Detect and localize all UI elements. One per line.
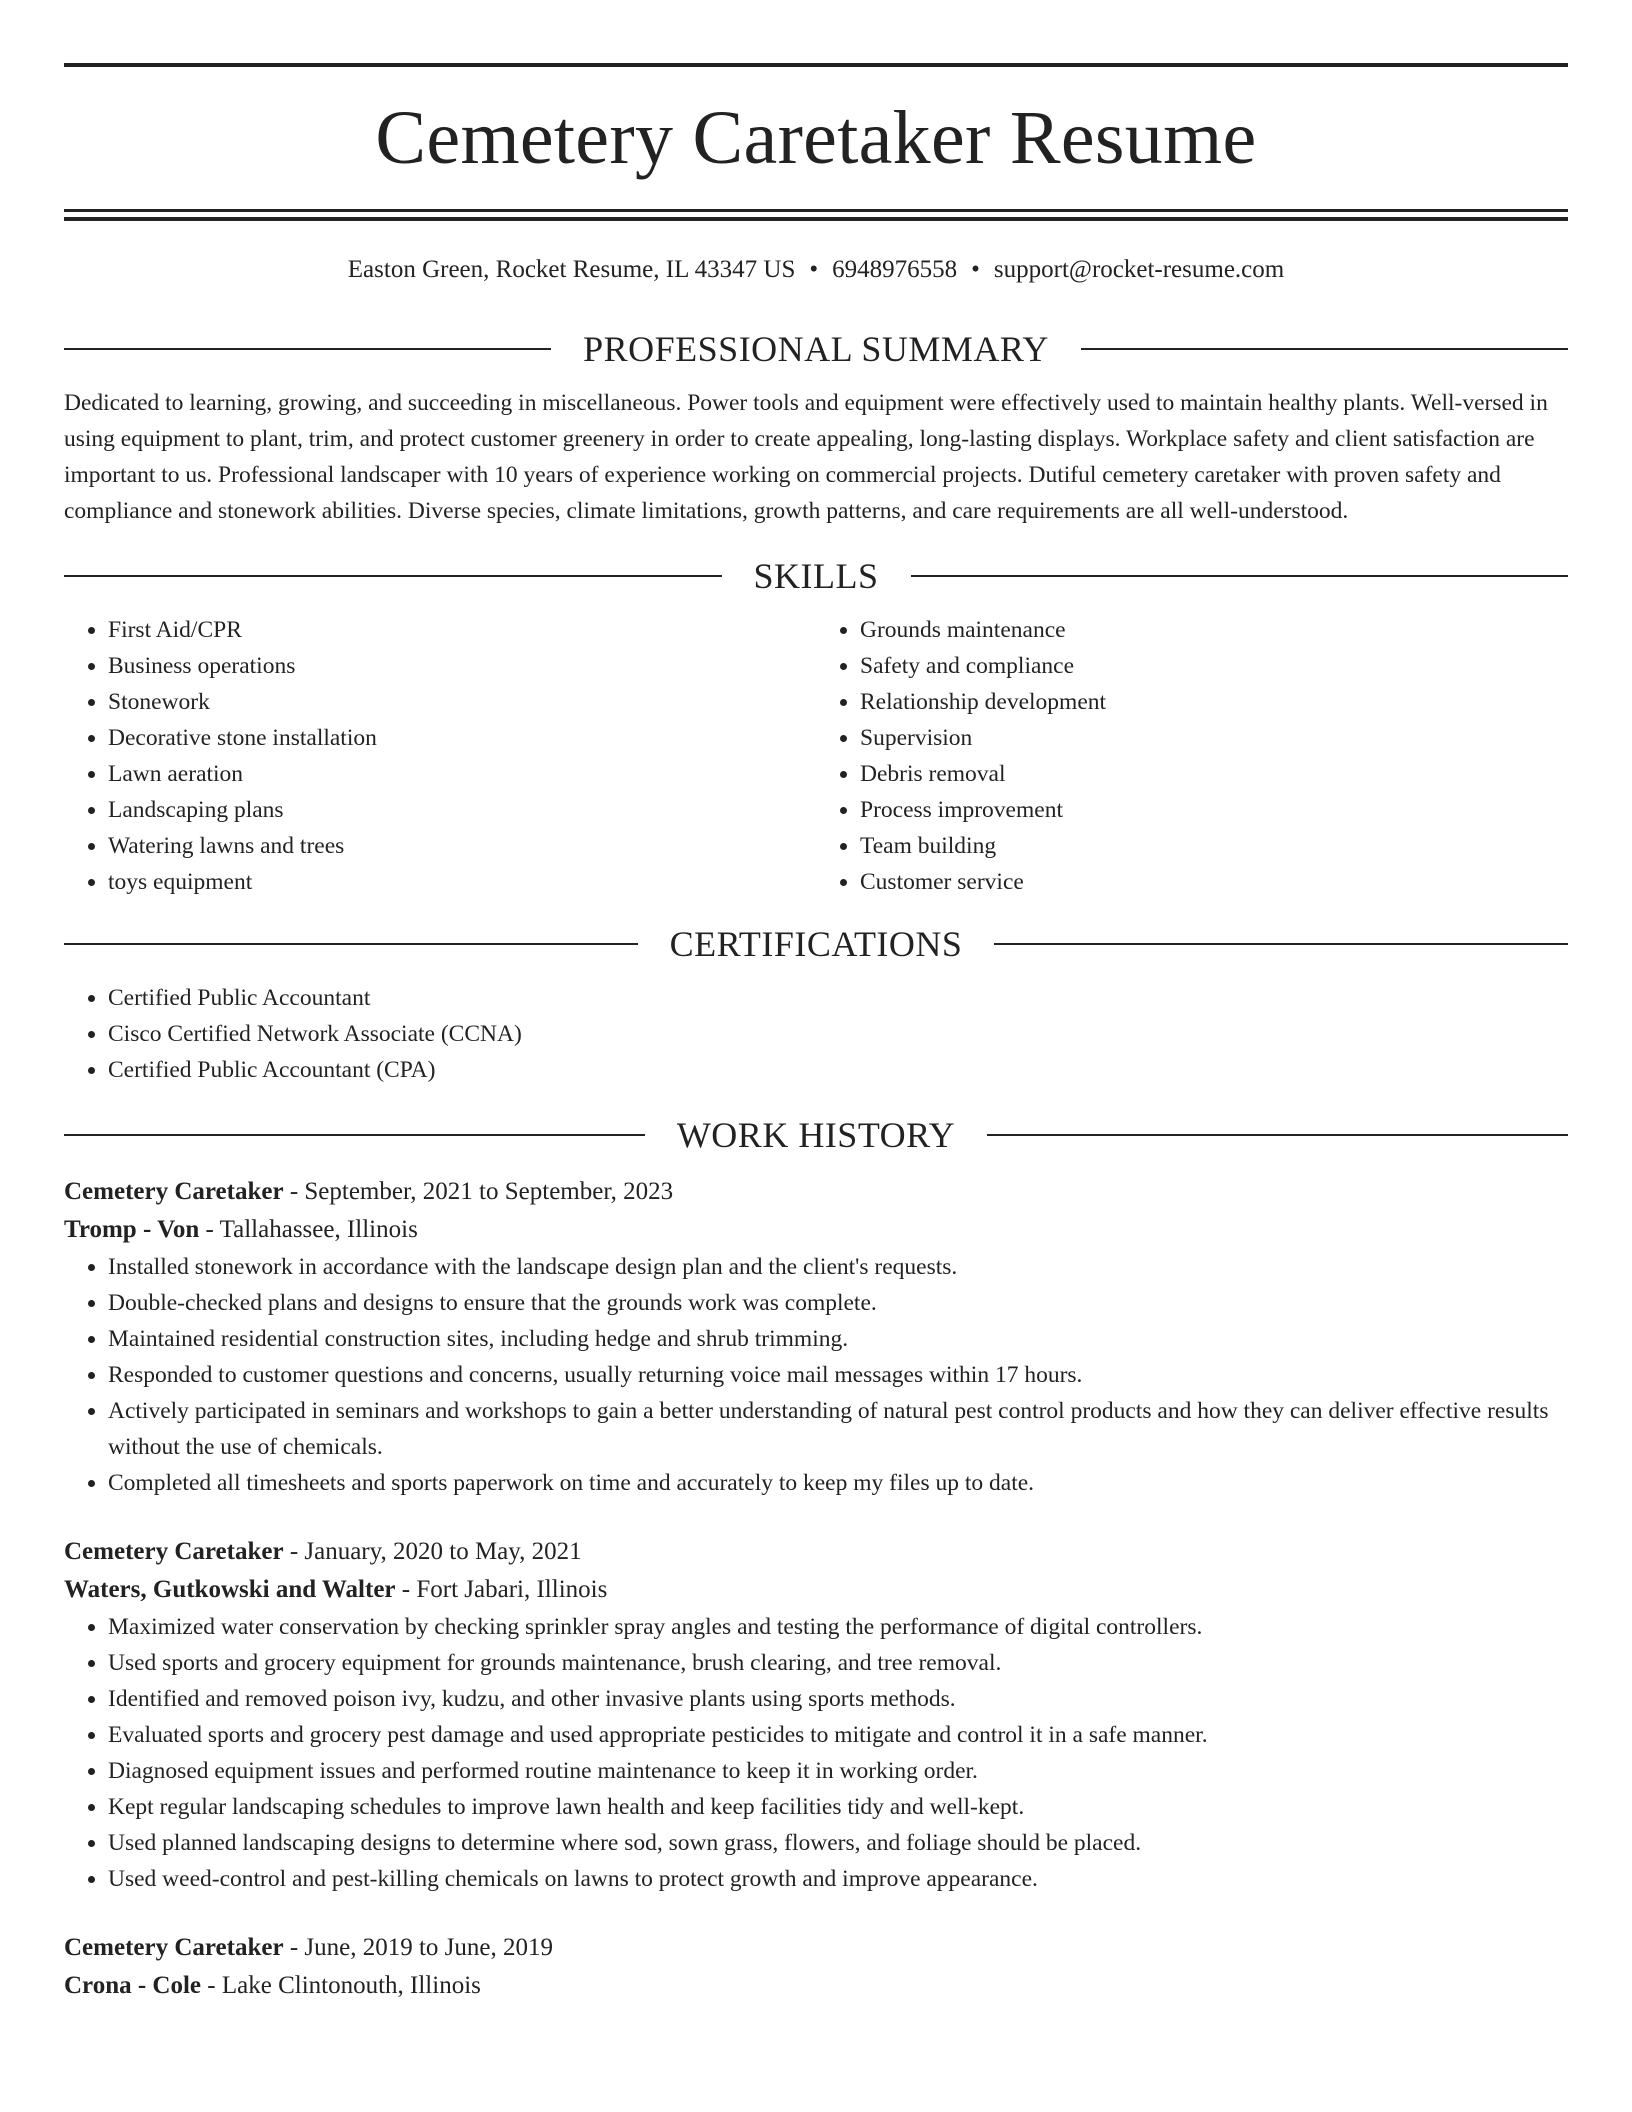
job-dates: - June, 2019 to June, 2019 (283, 1934, 553, 1961)
job-duty: • Kept regular landscaping schedules to improve lawn health and keep facilities tidy and well-kept. (108, 1789, 1568, 1825)
section-divider (64, 575, 722, 577)
job-duty: • Completed all timesheets and sports paperwork on time and accurately to keep my files up to date. (108, 1465, 1568, 1501)
job-duty: • Maximized water conservation by checking sprinkler spray angles and testing the performance of digital controllers. (108, 1609, 1568, 1645)
job-location: - Fort Jabari, Illinois (395, 1576, 608, 1603)
section-divider (1081, 348, 1568, 350)
summary-text: Dedicated to learning, growing, and succeeding in miscellaneous. Power tools and equipment were effectively used to maintain healthy plants. Well-versed in using equipment to plant, trim, and protect customer greenery in order to create appealing, long-lasting displays. Workplace safety and client satisfaction are important to us. Professional landscaper with 10 years of experience working on commercial projects. Dutiful cemetery caretaker with proven safety and compliance and stonework abilities. Diverse species, climate limitations, growth patterns, and care requirements are all well-understood. (64, 390, 1548, 524)
top-rule (64, 63, 1568, 67)
title-double-rule (64, 209, 1568, 221)
job-employer-line (64, 1571, 1568, 1609)
section-divider (987, 1134, 1568, 1136)
job-duties-list (64, 1609, 1568, 1897)
job-employer-line (64, 1967, 1568, 2005)
section-divider (64, 1134, 645, 1136)
job-duty: • Evaluated sports and grocery pest damage and used appropriate pesticides to mitigate and control it in a safe manner. (108, 1717, 1568, 1753)
skill-item: • First Aid/CPR (108, 612, 816, 648)
skill-item: • Stonework (108, 684, 816, 720)
job-entry (64, 1173, 1568, 1501)
section-divider (64, 943, 638, 945)
skills-list-left (64, 612, 816, 900)
skill-item: • Watering lawns and trees (108, 828, 816, 864)
skill-item: • Landscaping plans (108, 792, 816, 828)
skill-item: • Safety and compliance (860, 648, 1568, 684)
skill-item: • Grounds maintenance (860, 612, 1568, 648)
skill-item: • Supervision (860, 720, 1568, 756)
job-duty: • Double-checked plans and designs to ensure that the grounds work was complete. (108, 1285, 1568, 1321)
skills-list-right (816, 612, 1568, 900)
skill-item: • Lawn aeration (108, 756, 816, 792)
certification-item: • Certified Public Accountant (CPA) (108, 1052, 1568, 1088)
job-dates: - September, 2021 to September, 2023 (283, 1178, 674, 1205)
job-duties-list (64, 1249, 1568, 1501)
skill-item: • Decorative stone installation (108, 720, 816, 756)
section-header-skills (64, 552, 1568, 600)
skills-columns (64, 612, 1568, 900)
job-duty: • Identified and removed poison ivy, kudzu, and other invasive plants using sports methods. (108, 1681, 1568, 1717)
job-duty: • Actively participated in seminars and workshops to gain a better understanding of natural pest control products and how they can deliver effective results without the use of chemicals. (108, 1393, 1568, 1465)
certification-item: • Cisco Certified Network Associate (CCNA) (108, 1016, 1568, 1052)
section-title: WORK HISTORY (676, 1115, 956, 1155)
contact-line (64, 254, 1568, 286)
section-divider (64, 348, 551, 350)
job-employer: Waters, Gutkowski and Walter (64, 1576, 396, 1603)
resume-title: Cemetery Caretaker Resume (375, 96, 1257, 180)
job-duty: • Installed stonework in accordance with the landscape design plan and the client's requests. (108, 1249, 1568, 1285)
certification-item: • Certified Public Accountant (108, 980, 1568, 1016)
section-header-work-history (64, 1111, 1568, 1159)
skill-item: • Customer service (860, 864, 1568, 900)
contact-separator: • (971, 256, 980, 283)
job-entry (64, 1929, 1568, 2005)
section-title: CERTIFICATIONS (669, 924, 963, 964)
contact-email: support@rocket-resume.com (993, 256, 1285, 283)
job-title: Cemetery Caretaker (64, 1178, 284, 1205)
skill-item: • Debris removal (860, 756, 1568, 792)
contact-phone: 6948976558 (832, 256, 958, 283)
skill-item: • Relationship development (860, 684, 1568, 720)
job-title-line (64, 1929, 1568, 1967)
skill-item: • toys equipment (108, 864, 816, 900)
job-entry (64, 1533, 1568, 1897)
section-header-summary (64, 325, 1568, 373)
job-title: Cemetery Caretaker (64, 1538, 284, 1565)
job-employer: Crona - Cole (64, 1972, 202, 1999)
section-header-certifications (64, 920, 1568, 968)
section-title: SKILLS (753, 556, 879, 596)
skill-item: • Team building (860, 828, 1568, 864)
job-location: - Lake Clintonouth, Illinois (201, 1972, 481, 1999)
section-divider (994, 943, 1568, 945)
job-title-line (64, 1173, 1568, 1211)
skill-item: • Business operations (108, 648, 816, 684)
job-duty: • Used weed-control and pest-killing chemicals on lawns to protect growth and improve appearance. (108, 1861, 1568, 1897)
job-duty: • Used sports and grocery equipment for grounds maintenance, brush clearing, and tree removal. (108, 1645, 1568, 1681)
contact-address: Easton Green, Rocket Resume, IL 43347 US (347, 256, 796, 283)
job-title-line (64, 1533, 1568, 1571)
job-duty: • Maintained residential construction sites, including hedge and shrub trimming. (108, 1321, 1568, 1357)
job-employer-line (64, 1211, 1568, 1249)
job-location: - Tallahassee, Illinois (199, 1216, 418, 1243)
skill-item: • Process improvement (860, 792, 1568, 828)
section-divider (911, 575, 1569, 577)
job-dates: - January, 2020 to May, 2021 (283, 1538, 582, 1565)
job-duty: • Responded to customer questions and concerns, usually returning voice mail messages within 17 hours. (108, 1357, 1568, 1393)
job-employer: Tromp - Von (64, 1216, 200, 1243)
job-duty: • Used planned landscaping designs to determine where sod, sown grass, flowers, and foliage should be placed. (108, 1825, 1568, 1861)
job-duty: • Diagnosed equipment issues and performed routine maintenance to keep it in working order. (108, 1753, 1568, 1789)
contact-separator: • (809, 256, 819, 283)
certifications-list (64, 980, 1568, 1088)
job-title: Cemetery Caretaker (64, 1934, 284, 1961)
section-title: PROFESSIONAL SUMMARY (583, 329, 1049, 369)
resume-page (64, 0, 1568, 2005)
